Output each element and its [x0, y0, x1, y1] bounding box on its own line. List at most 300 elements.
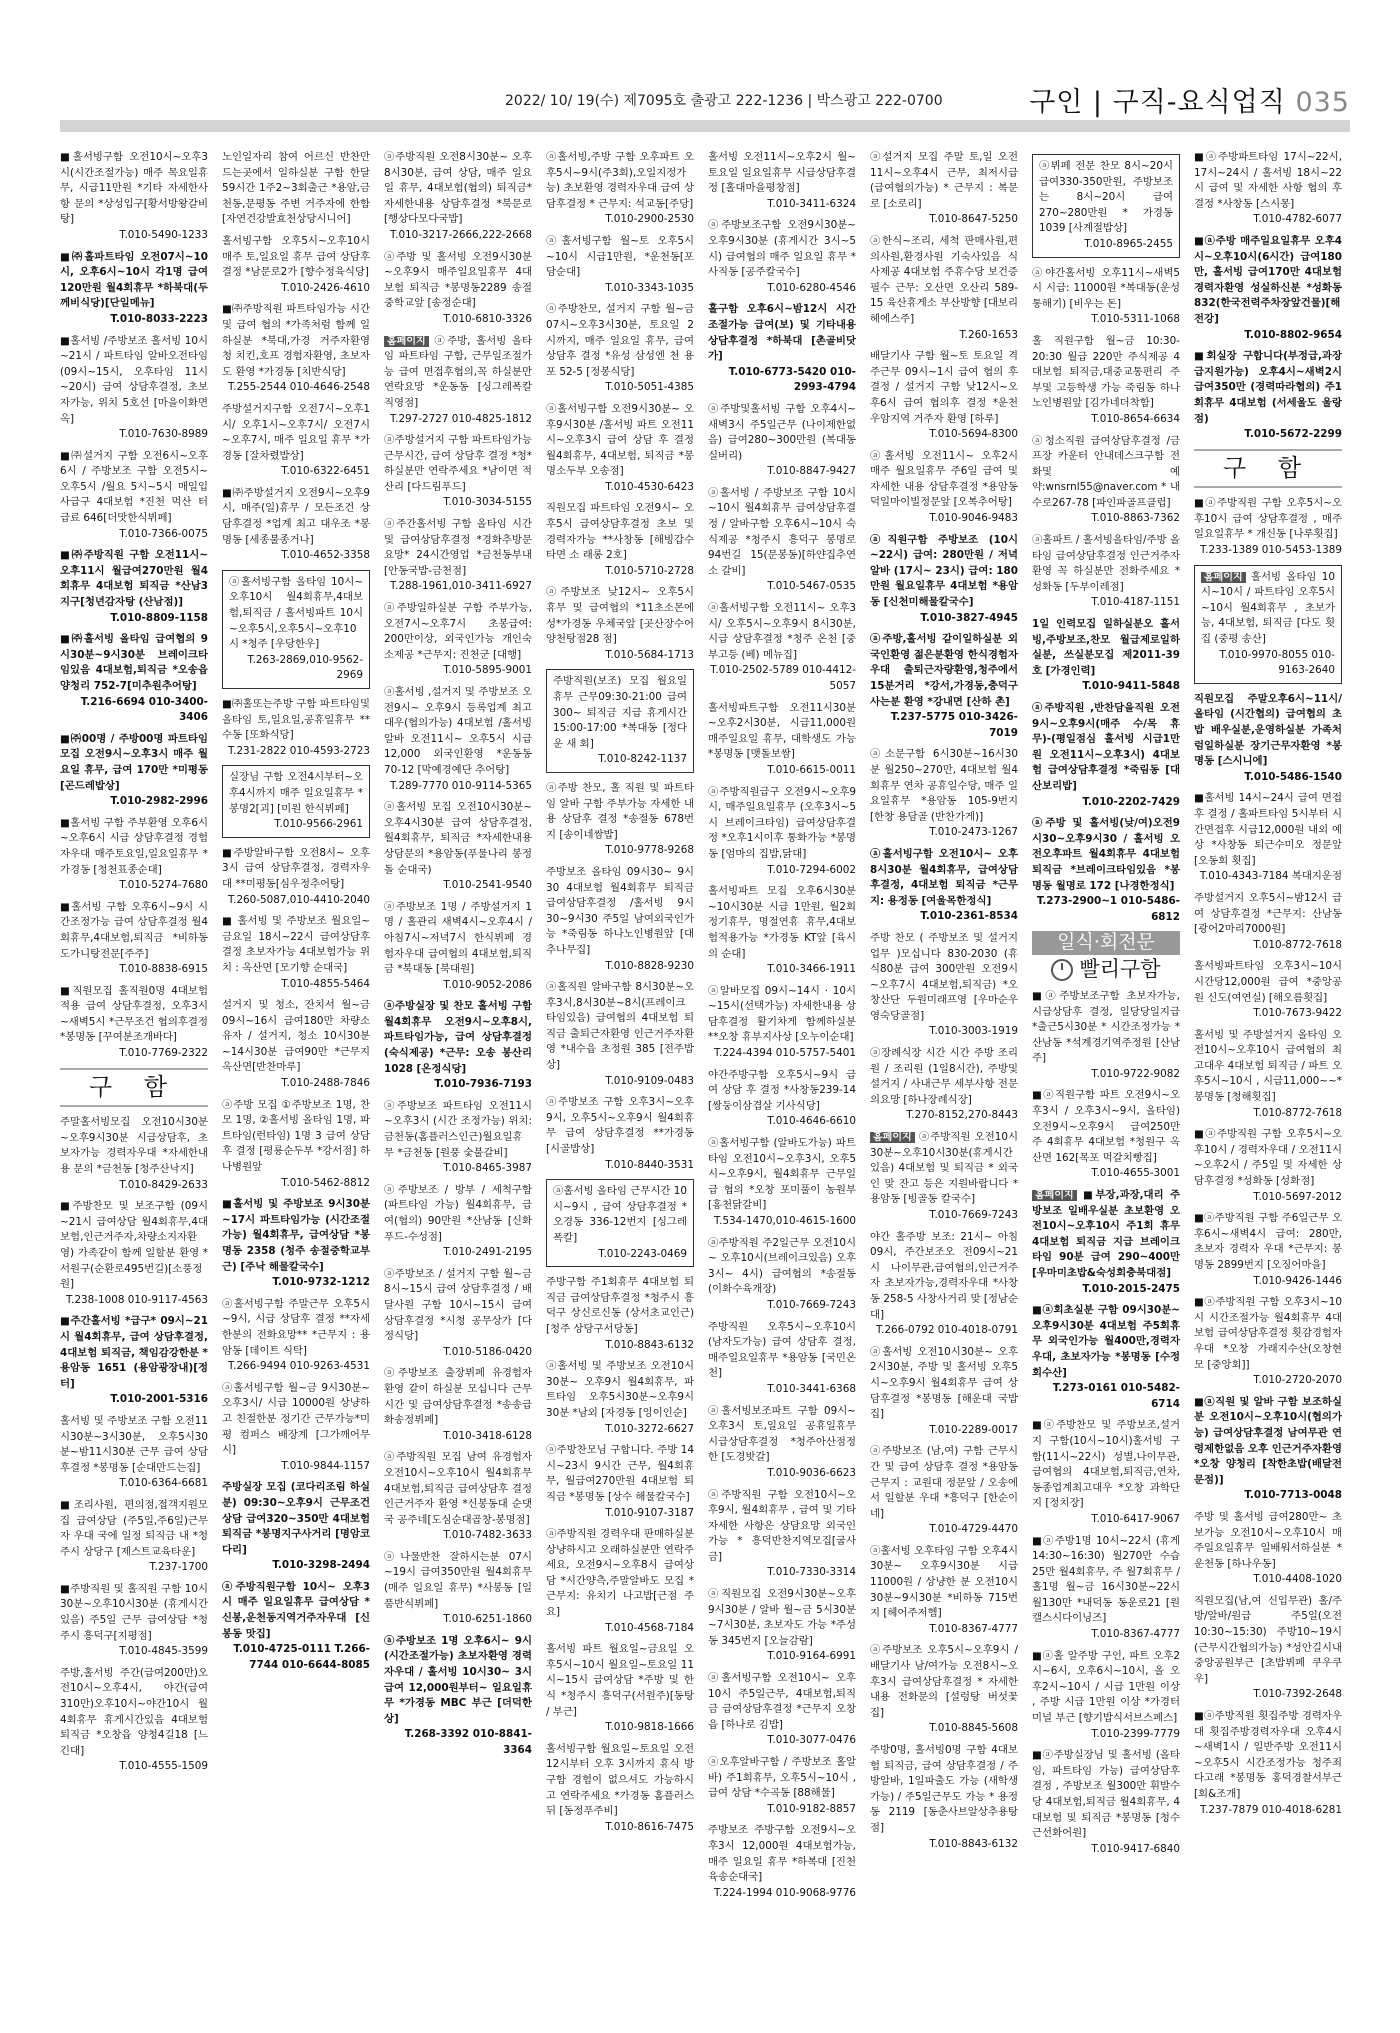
- classified-ad: [1194, 150, 1342, 228]
- ad-text: ■ⓐ주방직원 구함 오후5시~오후10시 급여 상담후결정 , 매주 일요일휴무 * 개신동 [나루횟집]: [1194, 497, 1342, 541]
- ad-text: 홀서빙 및 주방보조 구함 오전11시30분~3시30분, 오후5시30분~밤11시30분 근무 급여 상담후결정 *봉명동 [순대만드는집]: [60, 1414, 208, 1474]
- ad-phone: T.010-3003-1919: [929, 1025, 1018, 1038]
- ad-text: ⓐ주방 찬모, 홀 직원 및 파트타임 알바 구함 주부가능 자세한 내용 상담후 결정 *송절동 678번지 [송이네쌈밥]: [546, 781, 694, 841]
- ad-phone: T.010-8654-6634: [1091, 412, 1180, 425]
- ad-phone: T.010-3466-1911: [767, 963, 856, 976]
- ad-text: 실장님 구함 오전4시부터~오후4시까지 매주 일요일휴무 *봉명2[괴] [미원 한식뷔페]: [229, 771, 363, 815]
- ad-text: ■㈜주방직원 파트타임가능 시간 및 급여 협의 *가족처럼 함께 일하실분 *북대,가경 거주자환영 청 치킨,호프 경험자환영, 초보자도 환영 *가경동 [치반식당]: [222, 303, 370, 378]
- classified-ad: [546, 150, 694, 228]
- classified-ad: [222, 998, 370, 1092]
- ad-text: ⓐ야간홀서빙 오후11시~새벽5시 시급: 11000원 *복대동(운성통해기) [비우는 돈]: [1032, 266, 1180, 310]
- classified-ad: [60, 1199, 208, 1308]
- ad-phone: T.216-6694 010-3400-3406: [80, 695, 208, 724]
- classified-ad: [708, 701, 856, 779]
- classified-ad: [708, 1488, 856, 1582]
- ad-phone: T.010-4725-0111 T.266-7744 010-6644-8085: [233, 1643, 370, 1671]
- classified-ad: [708, 218, 856, 296]
- ad-text: ■㈜홀서빙 올타임 급여협의 9시30분~9시30분 브레이크타임있음 4대보험,퇴직금 *오송읍 양청리 752-7[미추원추어탕]: [60, 633, 208, 692]
- ad-phone: T.010-5486-1540: [1244, 770, 1342, 783]
- ad-text: ⓐ주방보조 파트타임 오전11시~오후3시 (시간 조정가능) 위치: 금천동(홈플러스인근)월요일휴무 *금천동 [원풍 숯불갈비]: [384, 1099, 532, 1159]
- ad-text: ■홀서빙 구함 오후6시~9시 시간조정가능 급여 상담후결정 월4회휴무,4대보험,퇴직금 *비하동 도가니탕전문[주주]: [60, 900, 208, 960]
- ad-text: ⓐ주방찬모, 설거지 구함 월~금 07시~오후3시30분, 토요일 2시까지, 매주 일요일 휴무, 급여상담후 결정 *유성 삼성엔 천 용포 52-5 [정봉식당]: [546, 303, 694, 378]
- classified-ad: [1194, 959, 1342, 1021]
- classified-ad: [384, 1267, 532, 1361]
- classified-columns: [60, 150, 1350, 2010]
- ad-phone: T.010-4568-7184: [605, 1621, 694, 1634]
- classified-ad: [546, 1359, 694, 1437]
- classified-ad: [384, 517, 532, 595]
- classified-ad: [222, 1580, 370, 1674]
- ad-phone: T.010-2541-9540: [443, 879, 532, 892]
- classified-ad: [546, 865, 694, 974]
- ad-phone: T.010-9107-3187: [605, 1506, 694, 1519]
- classified-ad: [708, 1755, 856, 1817]
- section-title-text: 구인 | 구직-요식업직: [1029, 87, 1286, 118]
- ad-text: ⓐ주방직원구함 10시~ 오후3시 매주 일요일휴무 급여상담 *신봉,운천동지역거주자우대 [신봉동 맛집]: [222, 1580, 370, 1640]
- ad-text: 홀서빙구함 오후5시~오후10시 매주 토,일요일 휴무 급여 상담후 결정 *남문로2가 [향수정육식당]: [222, 234, 370, 279]
- ad-phone: T.010-5274-7680: [119, 879, 208, 892]
- ad-text: ⓐ홀서빙 및 주방보조 오전10시30분~ 오후9시 월4회휴무, 파트타임 오후5시30분~오후9시30분 *남외 [자경동 [잉이인순]: [546, 1360, 694, 1419]
- classified-ad: [384, 1634, 532, 1759]
- ad-text: ⓐ홀서빙구함 오전11시~ 오후3시/ 오후5시~오후9시 8시30분, 시급 상담후결정 *청주 온천 [중부고등 (베) 메뉴집]: [708, 602, 856, 661]
- column-6: [870, 150, 1018, 2010]
- ad-text: ⓐ설거지 모집 주말 토,일 오전11시~오후4시 근무, 최저시급(급여협의가능) * 근무지 : 복문로 [소로리]: [870, 151, 1018, 210]
- classified-ad: [60, 150, 208, 244]
- ad-phone: T.010-6364-6681: [119, 1477, 208, 1490]
- homepage-badge: 홈페이지: [384, 336, 429, 347]
- ad-phone: T.010-2361-8534: [920, 910, 1018, 923]
- ad-phone: T.010-5311-1068: [1091, 313, 1180, 326]
- ad-text: ⓐ홀서빙 오전11시~ 오후2시 매주 월요일휴무 주6일 급여 및 자세한 내용 상담후결정 *용암동 덕일마이빌정문앞 [오복추어탕]: [870, 449, 1018, 509]
- classified-ad: [384, 800, 532, 894]
- ad-phone: T.010-5467-0535: [767, 580, 856, 593]
- classified-ad: [222, 486, 370, 564]
- classified-ad: [546, 781, 694, 859]
- ad-text: ■홀서빙 /주방보조 홀서빙 10시~21시 / 파트타임 알바오전타임(09시~15시, 오후타임 11시~20시) 급여 상담후결정, 초보자가능, 위치 5호선 [마을이화면옥]: [60, 334, 208, 425]
- classified-ad: [384, 900, 532, 994]
- ad-text: 직원모집 주말오후6시~11시/ 올타임 (시간협의) 급여협의 초밥 배우실분,운영하실분 가족처럼일하실분 장기근무자환영 *봉명동 [스시니에]: [1194, 692, 1342, 768]
- classified-ad: [1032, 1303, 1180, 1412]
- ad-phone: T.010-9426-1446: [1253, 1274, 1342, 1287]
- ad-text: 홀서빙파트 모집 오후6시30분~10시30분 시급 1만원, 월2회 정기휴무, 명절연휴 휴무,4대보험적용가능 *가경동 KT앞 [육시의 순대]: [708, 885, 856, 960]
- ad-phone: T.010-2426-4610: [281, 281, 370, 294]
- column-2: [222, 150, 370, 2010]
- classified-ad: [870, 1046, 1018, 1124]
- classified-ad: [870, 234, 1018, 343]
- ad-phone: T.010-9052-2086: [443, 978, 532, 991]
- ad-phone: T.010-3411-6324: [767, 197, 856, 210]
- ad-text: 배달기사 구함 월~토 토요일 격주근무 09시~1시 급여 협의 후 결정 / 설거지 구함 낮12시~오후6시 급여 협의후 결정 *운천 우암지역 거주자 환영 [하루]: [870, 350, 1018, 425]
- ad-phone: T.010-8465-3987: [443, 1162, 532, 1175]
- classified-ad: [870, 349, 1018, 443]
- issue-info: 2022/ 10/ 19(수) 제7095호 출광고 222-1236 | 박스광고 222-0700: [505, 93, 943, 109]
- ad-phone: T.010-8863-7362: [1091, 512, 1180, 525]
- classified-ad: [60, 732, 208, 810]
- ad-phone: T.010-9970-8055 010-9163-2640: [1219, 648, 1335, 677]
- ad-text: ⓐ주방,홀서빙 같이일하실분 외국인환영 젊은분환영 한식경험자우대 출퇴근자량환영,청주에서15분거리 *강서,가경동,충덕구사는분 환영 *강내면 [산하 촌]: [870, 633, 1018, 708]
- ad-text: ⓐ홀서빙 ,설거지 및 주방보조 오전9시~ 오후9시 등록업계 최고대우(협의가능) 4대보험 /홀서빙알바 오전11시~ 오후5시 시급12,000 외국인환영 *운동동 70-12 [막예경예단 추어탕]: [384, 686, 532, 776]
- classified-ad: [1194, 791, 1342, 885]
- classified-ad: [1194, 496, 1342, 558]
- ad-phone: T.010-5462-8812: [281, 1176, 370, 1189]
- ad-text: ■주방직원 및 홀직원 구함 10시30분~오후10시30분 (휴게시간있음) 주5일 근무 급여상담 *청주시 흥덕구[지평점]: [60, 1582, 208, 1642]
- classified-ad: [60, 1666, 208, 1775]
- classified-ad: [546, 980, 694, 1089]
- classified-ad: [384, 150, 532, 244]
- ad-phone: T.010-8772-7618: [1253, 1106, 1342, 1119]
- ad-phone: T.010-9818-1666: [605, 1721, 694, 1734]
- ad-phone: T.010-2202-7429: [1082, 795, 1180, 808]
- ad-text: ⓐ주방 모집 ①주방보조 1명, 찬모 1명, ②홀서빙 올타임 1명, 파트타임(런타임) 1명 3 급여 상담후 결정 [평룡순두부 *강서점] 하나병원앞: [222, 1098, 370, 1174]
- classified-ad: [384, 1183, 532, 1261]
- section-heading-daily: 일식·회전문: [1032, 931, 1180, 955]
- ad-text: 주방 찬모 ( 주방보조 및 설거지업무 )모십니다 830-2030 (휴식80분 급여 300만원 오전9시~오후7시 4대보험,퇴직금) *오창산단 두원미래프영 [우마순우영숙당골점]: [870, 931, 1018, 1022]
- ad-phone: T.010-5051-4385: [605, 381, 694, 394]
- ad-text: 1일 인력모집 일하실분오 홀서빙,주방보조,찬모 월급제로일하실분, 쓰실분모집 제2011-39호 [가경인력]: [1032, 618, 1180, 677]
- ad-phone: T.010-2900-2530: [605, 213, 694, 226]
- classified-ad: [546, 1527, 694, 1636]
- ad-phone: T.010-9417-6840: [1091, 1842, 1180, 1855]
- ad-text: 주방직원 오후5시~오후10시 (남자도가능) 급여 상담후 결정, 매주일요일휴무 *용암동 [국민온천]: [708, 1320, 856, 1380]
- column-3: [384, 150, 532, 2010]
- ad-phone: T.010-4729-4470: [929, 1523, 1018, 1536]
- ad-phone: T.010-7673-9422: [1253, 1007, 1342, 1020]
- classified-ad: [870, 847, 1018, 925]
- ad-text: ⓐ주방일하실분 구함 주부가능, 오전7시~오후7시 초봉급여: 200만이상, 외국인가능 개인숙소제공 *근무지: 진천군 [대행]: [384, 602, 532, 661]
- classified-ad: [546, 1642, 694, 1736]
- ad-text: ■ⓐ주방찬모 및 주방보조,설거지 구함(10시~10시)홀서빙 구함(11시~22시) 성별,나이무관,급여협의 4대보험,퇴직금,연차,동종업계최고대우 *오창 과학단지 [정치장]: [1032, 1419, 1180, 1510]
- quick-hire-heading: [1032, 956, 1180, 981]
- classified-ad: [384, 433, 532, 511]
- ad-text: ⓐ주방직원급구 오전9시~오후9시, 매주일요일휴무 (오후3시~5시 브레이크타임) 급여상담후결정 *오후1시이후 통화가능 *봉명동 [엄마의 집밥,닭대]: [708, 785, 856, 860]
- ad-phone: T.010-2982-2996: [110, 795, 208, 808]
- homepage-badge: 홈페이지: [870, 1132, 915, 1143]
- classified-ad: [384, 601, 532, 679]
- ad-text: ■㈜00명 / 주방00명 파트타임 모집 오전9시~오후3시 매주 월요일 휴무, 급여 170만 *미평동 [곤드레밥상]: [60, 732, 208, 792]
- ad-text: ■ⓐ주방직원 구함 오후3시~10시 시간조절가능 월4회휴무 4대보험 급여상담후결정 횟감경험자우대 *오창 가래지수산(오창현 모 [중앙회]]: [1194, 1296, 1342, 1371]
- ad-text: ⓐ장례식장 시간 시간 주방 조리원 / 조리원 (1일8시간), 주방및설거지 / 사내근무 세부사항 전문의요망 [하나장례식장]: [870, 1047, 1018, 1106]
- ad-text: ■홀서빙 및 주방보조 9시30분~17시 파트타임가능 (시간조절가능) 월4회휴무, 급여상담 *봉명동 2358 (청주 송절중학교부근) [주낙 해물칼국수]: [222, 1198, 370, 1273]
- classified-ad: [708, 302, 856, 396]
- ad-phone: T.010-6251-1860: [443, 1613, 532, 1626]
- ad-phone: T.010-8647-5250: [929, 213, 1018, 226]
- classified-ad: [222, 765, 370, 837]
- classified-ad: [870, 1643, 1018, 1737]
- classified-ad: [60, 1314, 208, 1408]
- classified-ad: [60, 1498, 208, 1576]
- ad-phone: T.010-7669-7243: [767, 1298, 856, 1311]
- ad-phone: T.010-8845-5608: [929, 1722, 1018, 1735]
- ad-phone: T.273-2900~1 010-5486-6812: [1036, 895, 1180, 923]
- ad-phone: T.233-1389 010-5453-1389: [1200, 544, 1342, 557]
- ad-phone: T.010-7392-2648: [1253, 1688, 1342, 1701]
- column-1: [60, 150, 208, 2010]
- ad-text: 직원모집 파트타임 오전9시~ 오후5시 급여상담후결정 초보 및 경력자가능 **사창동 [해빙갑수타면 소 래롱 2호]: [546, 502, 694, 562]
- ad-phone: T.010-2473-1267: [929, 826, 1018, 839]
- ad-text: ⓐ소문구함 6시30분~16시30분 월250~270만, 4대보험 월4회휴무 연차 공휴일수당, 매주 일요일휴무 *용암동 105-9번지 [한창 용담골 (반찬가게)]: [870, 748, 1018, 823]
- header-rule: [60, 120, 1350, 132]
- ad-text: ■ⓐ주방실장님 및 홀서빙 (올타임, 파트타임 가능) 급여상담후 결정 , 주방보조 월300만 휘발수당 4대보험,퇴직금 월4회휴무, 4대보험 및 퇴직금 *봉명동 [청수근선화어원]: [1032, 1749, 1180, 1840]
- ad-phone: T.010-7669-7243: [929, 1209, 1018, 1221]
- classified-ad: [384, 1099, 532, 1177]
- ad-phone: T.297-2727 010-4825-1812: [390, 412, 532, 425]
- ad-phone: T.010-7630-8989: [119, 428, 208, 441]
- ad-text: ⓐ홀서빙구함 월~토 오후5시~10시 시급1만원, *운천동[포담순대]: [546, 234, 694, 279]
- classified-ad: [384, 250, 532, 328]
- ad-phone: T.010-3827-4945: [920, 611, 1018, 624]
- ad-phone: T.010-9036-6623: [767, 1466, 856, 1479]
- classified-ad: [1194, 1395, 1342, 1504]
- classified-ad: [1032, 266, 1180, 328]
- ad-phone: T.010-9411-5848: [1082, 680, 1180, 693]
- ad-text: ■ⓐ주방직원 횟집주방 경력자우대 횟집주방경력자우대 오후4시~새벽1시 / 일반주방 오전11시~오후5시 시간조정가능 청주죄다고래 *봉명동 홍덕경찰서부근 [회&조개]: [1194, 1710, 1342, 1800]
- ad-text: ⓐ주방보조 낮12시~ 오후5시 휴무 및 급여협의 *11초소몬에 성*가경동 우체국앞 [곳산장수어양천탕점28 점]: [546, 586, 694, 646]
- ad-text: ⓐ직원구함 주방보조 (10시~22시) 급여: 280만원 / 저녁알바 (17시~ 23시) 급여: 180만원 월요일휴무 4대보험 *용암동 [신천미해물칼국수]: [870, 533, 1018, 609]
- section-title: [1029, 80, 1350, 119]
- classified-ad: [384, 999, 532, 1093]
- classified-ad: [546, 302, 694, 396]
- ad-text: ■주간홀서빙 *급구* 09시~21시 월4회휴무, 급여 상담후결정, 4대보험 퇴직금, 책임감강한분 *용암동 1651 (용암광장내)[정터]: [60, 1315, 208, 1390]
- classified-ad: [1194, 692, 1342, 786]
- column-7: [1032, 150, 1180, 2010]
- classified-ad: [870, 1544, 1018, 1638]
- homepage-badge: 홈페이지: [1032, 1190, 1077, 1201]
- ad-phone: T.010-7294-6002: [767, 863, 856, 876]
- classified-ad: [708, 1236, 856, 1314]
- ad-text: ⓐ주방 및 홀서빙 오전9시30분~오후9시 매주일요일휴무 4대보험 퇴직금 *봉명동2289 송절중학교앞 [송정순대]: [384, 250, 532, 310]
- ad-text: ■홀서빙 14시~24시 급여 면접후 결정 / 홀파트타임 5시부터 시간면접후 시급12,000원 내외 예상 *사창동 퇴근수미오 정문앞 [오동회 횟집]: [1194, 792, 1342, 867]
- ad-text: ⓐ홀서빙,주방 구함 오후파트 오후5시~9시(주3회),오일지정가능) 초보환영 경력자우대 급여 상담후결정 * 근무지: 석교동[주당]: [546, 151, 694, 210]
- ad-phone: T.010-4408-1020: [1253, 1573, 1342, 1586]
- ad-text: ⓐ주방직원 경력우대 판매하실분 상냥하시고 오래하실분만 연락주세요, 오전9시~오후8시 급여상담 *시간양측,주말알바도 모집 * 근무지: 유치기 나고밥[근점 주요]: [546, 1528, 694, 1619]
- ad-phone: T.010-7330-3314: [767, 1566, 856, 1579]
- classified-ad: [546, 669, 694, 773]
- ad-phone: T.270-8152,270-8443: [906, 1109, 1018, 1122]
- classified-ad: [1194, 1709, 1342, 1818]
- classified-ad: [1032, 154, 1180, 258]
- classified-ad: [546, 234, 694, 296]
- classified-ad: [546, 1275, 694, 1353]
- classified-ad: [1194, 1127, 1342, 1205]
- ad-text: ■ⓐ주방파트타임 17시~22시, 17시~24시 / 홀서빙 18시~22시 급여 및 자세한 사항 협의 후 결정 *사창동 [스시몽]: [1194, 151, 1342, 210]
- ad-text: ■회실장 구합니다(부정급,과장급지원가능) 오후4시~새벽2시 급여350만 (경력따라협의) 주1회휴무 4대보험 (서세울도 울랑점): [1194, 350, 1342, 425]
- ad-text: ⓐ홀서빙 올타임 근무시간 10시~9시 , 급여 상담후결정 *오경동 336-12번지 [싱그레폭칼]: [553, 1185, 687, 1244]
- ad-phone: T.010-9844-1157: [281, 1459, 370, 1472]
- ad-text: 홀서빙파트구함 오전11시30분~오후2시30분, 시급11,000원 매주일요일 휴무, 대학생도 가능 *봉명동 [맷돌보쌈]: [708, 701, 856, 761]
- ad-text: ⓐ주간홀서빙 구함 올타임 시간 및 급여상담후결정 *경화추방문요망* 24시간영업 *금천동부내 [안동국밥-금천점]: [384, 518, 532, 577]
- ad-phone: T.010-4187-1151: [1091, 596, 1180, 609]
- classified-ad: [870, 1444, 1018, 1538]
- ad-text: ■홀서빙 구함 주부환영 오후6시~오후6시 시급 상담후결정 경험자우대 매주토요일,일요일휴무 *가경동 [청천표종순대]: [60, 816, 208, 876]
- ad-text: ⓐ주방실장 및 찬모 홀서빙 구함 월4회휴무 오전9시~오후8시, 파트타임가능, 급여 상담후결정 (숙식제공) *근무: 오송 봉산리 1028 [온정식당]: [384, 1000, 532, 1075]
- classified-ad: [870, 449, 1018, 527]
- ad-text: ■ⓐ회초실분 구함 09시30분~오후9시30분 4대보험 주5회휴무 외국인가능 월400만,경력자우대, 초보자가능 *봉명동 [수정회수산]: [1032, 1304, 1180, 1379]
- classified-ad: [60, 816, 208, 894]
- classified-ad: [1194, 1028, 1342, 1122]
- ad-text: ■㈜주방설거지 오전9시~오후9시, 매주(일)휴무 / 모든조건 상담후결정 *업계 최고 대우조 *봉명동 [세종불종거나]: [222, 486, 370, 546]
- ad-text: ■㈜홀파트타임 오전07시~10시, 오후6시~10시 각1명 급여 120만원 월4회휴무 *하북대(두께비식당)[단일메뉴]: [60, 250, 208, 310]
- ad-phone: T.010-4845-3599: [119, 1645, 208, 1658]
- classified-ad: [222, 1098, 370, 1192]
- ad-text: ⓐ홀서빙구함 오전10시~ 오후8시30분 월4회휴무, 급여상담후결정, 4대보험 퇴직금 *근무지: 용정동 [여울목한정식]: [870, 847, 1018, 907]
- ad-text: ■직원모집 홀직원0명 4대보험 적용 급여 상담후결정, 오후3시~새벽5시 *근무조건 협의후결정 *봉명동 [꾸여분조개바다]: [60, 984, 208, 1044]
- ad-text: ⓐ주방직원 주2일근무 오전10시~ 오후10시(브레이크있음) 오후3시~ 4시) 급여협의 *송절동 (이화수육개장): [708, 1236, 856, 1296]
- classified-ad: [222, 150, 370, 228]
- classified-ad: [708, 1671, 856, 1749]
- classified-ad: [1194, 891, 1342, 953]
- ad-phone: T.010-8242-1137: [598, 753, 687, 766]
- classified-ad: [384, 1366, 532, 1444]
- ad-phone: T.010-9182-8857: [767, 1802, 856, 1815]
- classified-ad: [546, 402, 694, 496]
- ad-text: ■ⓐ주방 매주일요일휴무 오후4시~오후10시(6시간) 급여180만, 홀서빙 급여170만 4대보험 경력자환영 성실하신분 *성화동832(한국전력주차장앞건물)[해전강]: [1194, 234, 1342, 325]
- classified-ad: [60, 632, 208, 726]
- classified-ad: [1032, 1748, 1180, 1857]
- ad-phone: T.010-6810-3326: [443, 312, 532, 325]
- column-5: [708, 150, 856, 2010]
- ad-phone: T.010-5684-1713: [605, 648, 694, 661]
- ad-phone: T.010-3298-2494: [272, 1559, 370, 1572]
- ad-text: 주방 및 홀서빙 급여280만~ 초보가능 오전10시~오후10시 매주일요일휴무 일배워서하실분 *운천동 [하나우동]: [1194, 1510, 1342, 1570]
- ad-phone: T.273-0161 010-5482-6714: [1052, 1382, 1180, 1410]
- classified-ad: [1194, 1211, 1342, 1289]
- ad-text: ⓐ알바모집 09시~14시 · 10시~15시(선택가능) 자세한내용 상담후결정 활기차게 함께하실분 **오창 휴부지사상 [오누이순대]: [708, 984, 856, 1044]
- ad-text: ■주방알바구함 오전8시~ 오후3시 급여 상담후결정, 경력자우대 **미평동[심우정추어탕]: [222, 846, 370, 890]
- classified-ad: [708, 1587, 856, 1665]
- ad-phone: T.010-5672-2299: [1244, 428, 1342, 441]
- ad-text: ■ 홀서빙 및 주방보조 월요일~금요일 18시~22시 급여상담후결정 초보자가능 4대보험가능 위치 : 옥산면 [모기향 순대국]: [222, 915, 370, 974]
- ad-text: ⓐ홀직원 알바구함 8시30분~오후3시,8시30분~8시(프레이크타임있음) 급여협의 4대보험 퇴직금 출퇴근자환영 인근거주자환영 *내수읍 초정원 385 [전주밥상]: [546, 981, 694, 1072]
- ad-phone: T.010-2015-2475: [1082, 1282, 1180, 1295]
- ad-text: ■조리사원, 편의점,접객지원모집 급여상담 (주5일,주6일)근무자 우대 국에 일정 퇴직금 내 *청주시 상당구 [제스트교육타운]: [60, 1498, 208, 1558]
- ad-phone: T.237-1700: [149, 1561, 208, 1574]
- classified-ad: [546, 1443, 694, 1521]
- ad-phone: T.010-4530-6423: [605, 480, 694, 493]
- ad-phone: T.010-2399-7779: [1091, 1727, 1180, 1740]
- ad-phone: T.237-5775 010-3426-7019: [890, 711, 1018, 739]
- ad-phone: T.010-8838-6915: [119, 963, 208, 976]
- ad-text: 홀구함 오후6시~밤12시 시간조절가능 급여(보) 및 기타내용 상담후결정 *하북대 [촌골비닷가]: [708, 303, 856, 363]
- ad-text: 설거지 및 청소, 잔치서 월~금 09시~16시 급여180만 차량소유자 / 설거지, 청소 10시30분~14시30분 급여90만 *근무지 옥산면[반찬마루]: [222, 999, 370, 1074]
- classified-ad: [1194, 234, 1342, 343]
- classified-ad: [1032, 434, 1180, 528]
- ad-text: 주방실장 모집 (코다리조림 하실분) 09:30~오후9시 근무조건상담 급여320~350만 4대보험 퇴직금 *봉명지구사거리 [명암코다리]: [222, 1481, 370, 1556]
- ad-text: ⓐ주방직원 모집 남여 유경험자 오전10시~오후10시 월4회휴무 4대보험,퇴직금 급여상담후 결정 인근거주자 환영 *신봉동대 순댓국 공주네[도심순대곱창-봉명점]: [384, 1451, 532, 1526]
- ad-text: ■주방찬모 및 보조구함 (09시~21시 급여상담 월4회휴무,4대보험,인근거주자,차량소지자환영) 가족같이 함께 일할분 환영 *서원구(순환로495번길)[소풍정원]: [60, 1200, 208, 1291]
- ad-text: ⓐ홀서빙보조파트 구함 09시~ 오후3시 토,일요일 공휴일휴무 시급상담후결정 *청주아산점정한 [도경밧갈]: [708, 1404, 856, 1464]
- ad-text: 주방구함 주1회휴무 4대보험 퇴직금 급여상담후결정 *청주시 흥덕구 상신로신동 (상서초교인근) [청주 상당구서당동]: [546, 1276, 694, 1335]
- classified-ad: [60, 984, 208, 1062]
- ad-phone: T.010-9722-9082: [1091, 1067, 1180, 1080]
- ad-text: 홀서빙파트타임 오후3시~10시 시간당12,000원 급여 *중앙공원 신도(여연실) [해오름횟집]: [1194, 960, 1342, 1004]
- ad-text: ⓐ주방설거지 구함 파트타임가능 근무시간, 급여 상담후 결정 *청*하실분만 연락주세요 *남이면 적산리 [다드림푸드]: [384, 434, 532, 493]
- ad-text: 홀서빙 오전11시~오후2시 월~토요일 일요일휴무 시급상담후결정 [홀대마을평창점]: [708, 151, 856, 195]
- ad-phone: T.010-5895-9001: [443, 664, 532, 677]
- quick-hire-text: 빨리구함: [1079, 956, 1161, 981]
- ad-phone: T.010-2289-0017: [929, 1423, 1018, 1436]
- ad-phone: T.010-8616-7475: [605, 1820, 694, 1833]
- ad-text: 주방설거지구함 오전7시~오후1시/ 오후1시~오후7시/ 오전7시~오후7시, 매주 일요일 휴무 *가경동 [잘차렸밥상]: [222, 402, 370, 462]
- ad-text: ⓐ나물반찬 잘하시는분 07시~19시 급여350만원 월4회휴무(매주 일요일 휴무) *사봉동 [일품반식뷔페]: [384, 1550, 532, 1610]
- ad-phone: T.260-5087,010-4410-2040: [228, 893, 370, 906]
- ad-text: ⓐ주방직원 오전10시30분~오후10시30분(휴게시간있음) 4대보험 및 퇴직금 * 외국인 맞 잔고 등은 지원바랍니다 *용암동 [빙골동 칼국수]: [870, 1131, 1018, 1206]
- ad-text: ⓐ주방보조 / 방부 / 세척구함 (파트타임 가능) 월4회휴무, 급여(협의) 90만원 *산남동 [신화푸드-수성점]: [384, 1183, 532, 1243]
- classified-ad: [708, 402, 856, 480]
- ad-text: 주방보조 올타임 09시30~ 9시30 4대보험 월4회휴무 퇴직금 급여상담후결정 /홀서빙 9시30~9시30 주5일 남여외국인가능 *죽림동 하나노인병원앞 [대추나무집]: [546, 865, 694, 956]
- ad-phone: T.010-3441-6368: [767, 1382, 856, 1395]
- classified-ad: [1194, 1295, 1342, 1389]
- classified-ad: [708, 601, 856, 695]
- ad-phone: T.010-8828-9230: [605, 959, 694, 972]
- ad-text: ⓐ주방보조 오후5시~오후9시 / 배달기사 남/여가능 오전8시~오후3시 급여상담후결정 * 자세한내용 전화문의 [설렁탕 버섯꽃집]: [870, 1644, 1018, 1719]
- classified-ad: [870, 533, 1018, 627]
- classified-ad: [708, 1320, 856, 1398]
- ad-phone: T.010-8843-6132: [605, 1338, 694, 1351]
- ad-text: ■ⓐ주방1명 10시~22시 (휴게 14:30~16:30) 월270만 수습25만 월4회휴무, 주 월7회휴무 / 홀1명 월~금 16시30분~22시 월130만 *내덕동 동운로21 [원캘스시다이닝즈]: [1032, 1534, 1180, 1625]
- ad-phone: T.010-9164-6991: [767, 1650, 856, 1663]
- column-8: [1194, 150, 1342, 2010]
- classified-ad: [1032, 617, 1180, 695]
- ad-phone: T.268-3392 010-8841-3364: [404, 1728, 532, 1756]
- classified-ad: [222, 302, 370, 396]
- ad-phone: T.231-2822 010-4593-2723: [228, 744, 370, 757]
- ad-text: ⓐ주방 및 홀서빙(낮/여)오전9시30~오후9시30 / 홀서빙 오전오후파트 월4회휴무 4대보험 퇴직금 *브레이크타임있음 *봉명동 월명로 172 [나경한정식]: [1032, 817, 1180, 892]
- ad-text: 야간주방구함 오후5시~9시 급여 상담 후 결정 *사창동239-14 [쌍둥이삼겹살 기사식당]: [708, 1068, 856, 1112]
- classified-ad: [870, 1345, 1018, 1439]
- classified-ad: [708, 785, 856, 879]
- classified-ad: [222, 570, 370, 689]
- classified-ad: [384, 1450, 532, 1544]
- ad-phone: T.289-7770 010-9114-5365: [390, 779, 532, 792]
- ad-phone: T.010-6615-0011: [767, 763, 856, 776]
- ad-phone: T.010-8367-4777: [929, 1622, 1018, 1635]
- ad-text: ⓐ주방보조 (남,여) 구함 근무시간 및 급여 상담후 결정 *용암동 근무지 : 교원대 정문앞 / 오송에서 일할분 우대 *흥덕구 [한순이네]: [870, 1445, 1018, 1520]
- classified-ad: [60, 250, 208, 328]
- ad-phone: T.010-9778-9268: [605, 844, 694, 857]
- ad-text: ⓐ주방보조 / 설거지 구함 월~금 8시~15시 급여 상담후결정 / 배달사원 구함 10시~15시 급여 상담후결정 *시청 공무상가 [다정식당]: [384, 1267, 532, 1343]
- ad-text: 야간 홀주방 보조: 21시~ 아침 09시, 주간보조오 전09시~21시 나이무관,급여협의,인근거주자 초보자가능,경력자우대 *사창동 258-5 사창사거리 맞 [정남순대]: [870, 1230, 1018, 1321]
- ad-text: ⓐ홀서빙구함 올타임 10시~오후10시 월4회휴무,4대보험,퇴직금 / 홀서빙파트 10시~오후5시,오후5시~오후10시 *청주 [우당한우]: [229, 575, 363, 651]
- classified-ad: [1032, 1088, 1180, 1182]
- classified-ad: [546, 1742, 694, 1836]
- ad-phone: T.010-3034-5155: [443, 496, 532, 509]
- ad-text: 주방,홀서빙 주간(급여200만)오전10시~오후4시, 야간(급여310만)오후10시~야간10시 월4회휴무 휴게시간있음 4대보험 퇴직금 *오창읍 양청4길18 [느긴대]: [60, 1666, 208, 1757]
- ad-text: 직원모집(남,여 신입무관) 홀/주방/알바/원급 주5일(오전10:30~15:30) 주방10~19시 (근무시간협의가능) *성안길시내중앙공원부근 [초밥뷔페 쿠우쿠우]: [1194, 1594, 1342, 1685]
- ad-phone: T.238-1008 010-9117-4563: [66, 1293, 208, 1306]
- column-4: [546, 150, 694, 2010]
- ad-text: 홀서빙 올타임 10시~10시 / 파트타임 오후5시~10시 월4회휴무 , 초보가능, 4대보험, 퇴직금 [다도 횟집 (중평 송산]: [1201, 570, 1335, 646]
- classified-ad: [870, 632, 1018, 741]
- classified-ad: [222, 234, 370, 296]
- ad-phone: T.224-1994 010-9068-9776: [714, 1886, 856, 1899]
- classified-ad: [222, 846, 370, 908]
- ad-text: ■㈜주방직원 구함 오전11시~오후11시 월급여270만원 월4회휴무 4대보험 퇴직금 *산남3지구[청년감자탕 (산남점)]: [60, 549, 208, 609]
- classified-ad: [222, 1381, 370, 1475]
- classified-ad: [222, 697, 370, 759]
- classified-ad: [1032, 533, 1180, 611]
- section-heading-hire: 구 함: [60, 1068, 208, 1108]
- ad-phone: T.010-2488-7846: [281, 1077, 370, 1090]
- ad-text: ■㈜설거지 구함 오전6시~오후6시 / 주방보조 구함 오전5시~오후5시 /월요 5시~5시 매일입사급구 4대보험 *진천 먹산 터 급료 646[더맛한식뷔페]: [60, 449, 208, 525]
- ad-phone: T.010-5490-1233: [119, 228, 208, 241]
- ad-phone: T.010-5694-8300: [929, 428, 1018, 441]
- ad-text: ⓐ주방보조 1명 / 주방설거지 1명 / 홀관리 새벽4시~오후4시 / 아침7시~저녁7시 한식뷔페 경험자우대 급여협의 4대보험,퇴직금 *북대동 [북대원]: [384, 900, 532, 976]
- ad-text: ■ⓐ주방직원 구함 오후5시~오후10시 / 경력자우대 / 오전11시~오후2시 / 주5일 및 자세한 상담후결정 *성화동 [성화점]: [1194, 1128, 1342, 1188]
- ad-text: ⓐ주방, 홀서빙 올타임 파트타임 구함, 근무일조절가능 급여 면접후협의,꼭 하실분만 연락요망 *운동동 [싱그레폭칼 직영점]: [384, 334, 532, 409]
- classified-ad: [870, 150, 1018, 228]
- classified-ad: [60, 449, 208, 543]
- classified-ad: [1194, 1510, 1342, 1588]
